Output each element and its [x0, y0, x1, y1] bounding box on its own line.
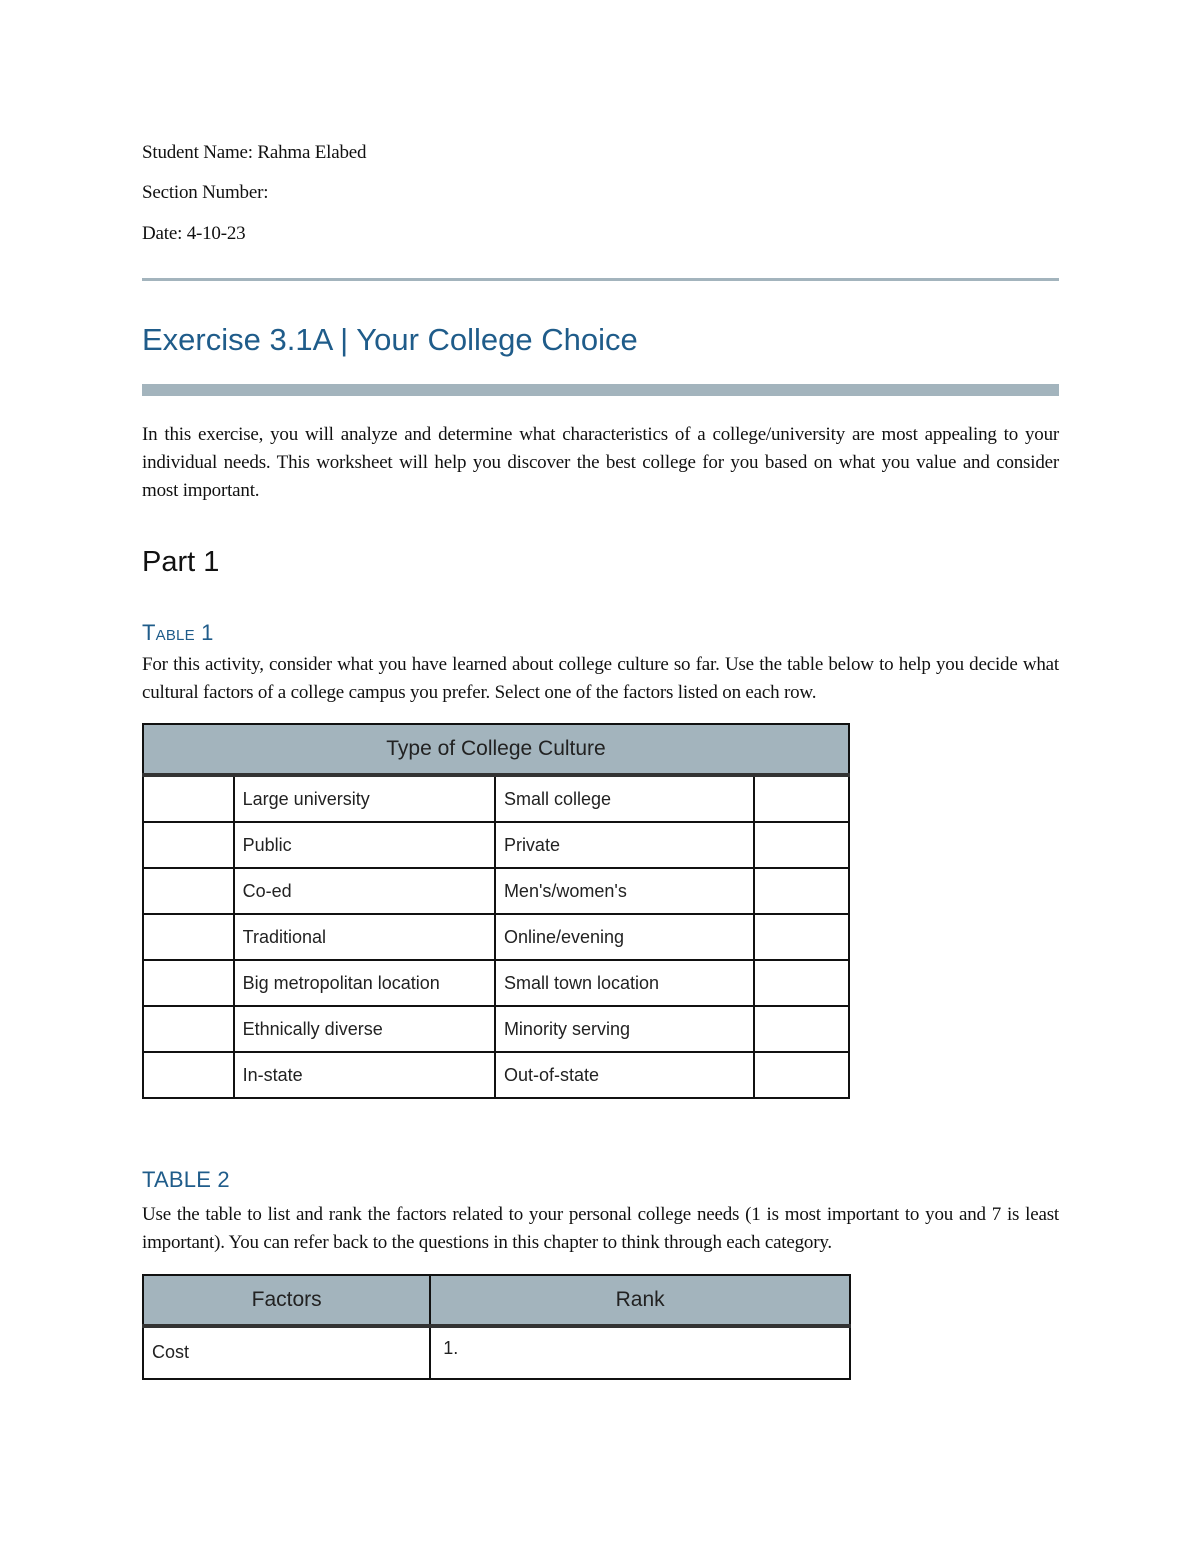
- table-row: [143, 1326, 850, 1379]
- select-cell-left[interactable]: [143, 868, 234, 914]
- table1-heading-number: 1: [201, 620, 214, 645]
- table1-description: For this activity, consider what you have learned about college culture so far. Use the table below to help you decide what cultural factors of a college campus you prefer. Select one of the factors listed on each row.: [142, 654, 1059, 703]
- part-heading: Part 1: [142, 546, 220, 578]
- table-row: [143, 1052, 849, 1098]
- option-left: Co-ed: [234, 868, 495, 914]
- select-cell-left[interactable]: [143, 1052, 234, 1098]
- select-cell-right[interactable]: [754, 960, 849, 1006]
- student-name: Student Name: Rahma Elabed: [142, 142, 367, 163]
- table-row: [143, 1006, 849, 1052]
- table2-heading: TABLE 2: [142, 1167, 230, 1192]
- intro-paragraph: In this exercise, you will analyze and determine what characteristics of a college/university are most appealing to your individual needs. This worksheet will help you discover the best college for you based on what you value and consider most important.: [142, 424, 1059, 501]
- rank-value: 1.: [443, 1338, 459, 1358]
- table-row: [143, 960, 849, 1006]
- option-right: Online/evening: [495, 914, 754, 960]
- option-left: In-state: [234, 1052, 495, 1098]
- factor-cell: [143, 1326, 430, 1379]
- option-left: Large university: [234, 775, 495, 822]
- select-cell-left[interactable]: [143, 914, 234, 960]
- select-cell-left[interactable]: [143, 960, 234, 1006]
- option-right: Minority serving: [495, 1006, 754, 1052]
- option-right: Out-of-state: [495, 1052, 754, 1098]
- factors-rank-table: [142, 1274, 851, 1380]
- college-culture-table: [142, 723, 850, 1099]
- option-right: Private: [495, 822, 754, 868]
- select-cell-left[interactable]: [143, 775, 234, 822]
- option-right: Men's/women's: [495, 868, 754, 914]
- option-left: Public: [234, 822, 495, 868]
- select-cell-right[interactable]: [754, 1006, 849, 1052]
- date-line: Date: 4-10-23: [142, 223, 246, 244]
- select-cell-right[interactable]: [754, 822, 849, 868]
- select-cell-right[interactable]: [754, 868, 849, 914]
- table1-heading: [142, 620, 214, 646]
- table-row: [143, 822, 849, 868]
- table-row: [143, 914, 849, 960]
- select-cell-right[interactable]: [754, 1052, 849, 1098]
- option-left: Traditional: [234, 914, 495, 960]
- table1-heading-initial: T: [142, 620, 156, 645]
- factor-label: Cost: [152, 1342, 190, 1362]
- table-row: [143, 775, 849, 822]
- page-title: Exercise 3.1A | Your College Choice: [142, 322, 638, 357]
- table-row: [143, 868, 849, 914]
- option-left: Ethnically diverse: [234, 1006, 495, 1052]
- option-left: Big metropolitan location: [234, 960, 495, 1006]
- option-right: Small college: [495, 775, 754, 822]
- select-cell-left[interactable]: [143, 822, 234, 868]
- table1-heading-word: able: [155, 620, 195, 645]
- rank-cell[interactable]: [430, 1326, 850, 1379]
- select-cell-right[interactable]: [754, 914, 849, 960]
- college-culture-header: Type of College Culture: [143, 724, 849, 775]
- title-underline-bar: [142, 384, 1059, 396]
- table2-description: Use the table to list and rank the factors related to your personal college needs (1 is most important to you and 7 is least important). You can refer back to the questions in this chapter to think through each category.: [142, 1204, 1059, 1253]
- section-number: Section Number:: [142, 182, 269, 203]
- option-right: Small town location: [495, 960, 754, 1006]
- header-divider: [142, 278, 1059, 281]
- rank-column-header: Rank: [430, 1275, 850, 1326]
- factors-column-header: Factors: [143, 1275, 430, 1326]
- select-cell-right[interactable]: [754, 775, 849, 822]
- select-cell-left[interactable]: [143, 1006, 234, 1052]
